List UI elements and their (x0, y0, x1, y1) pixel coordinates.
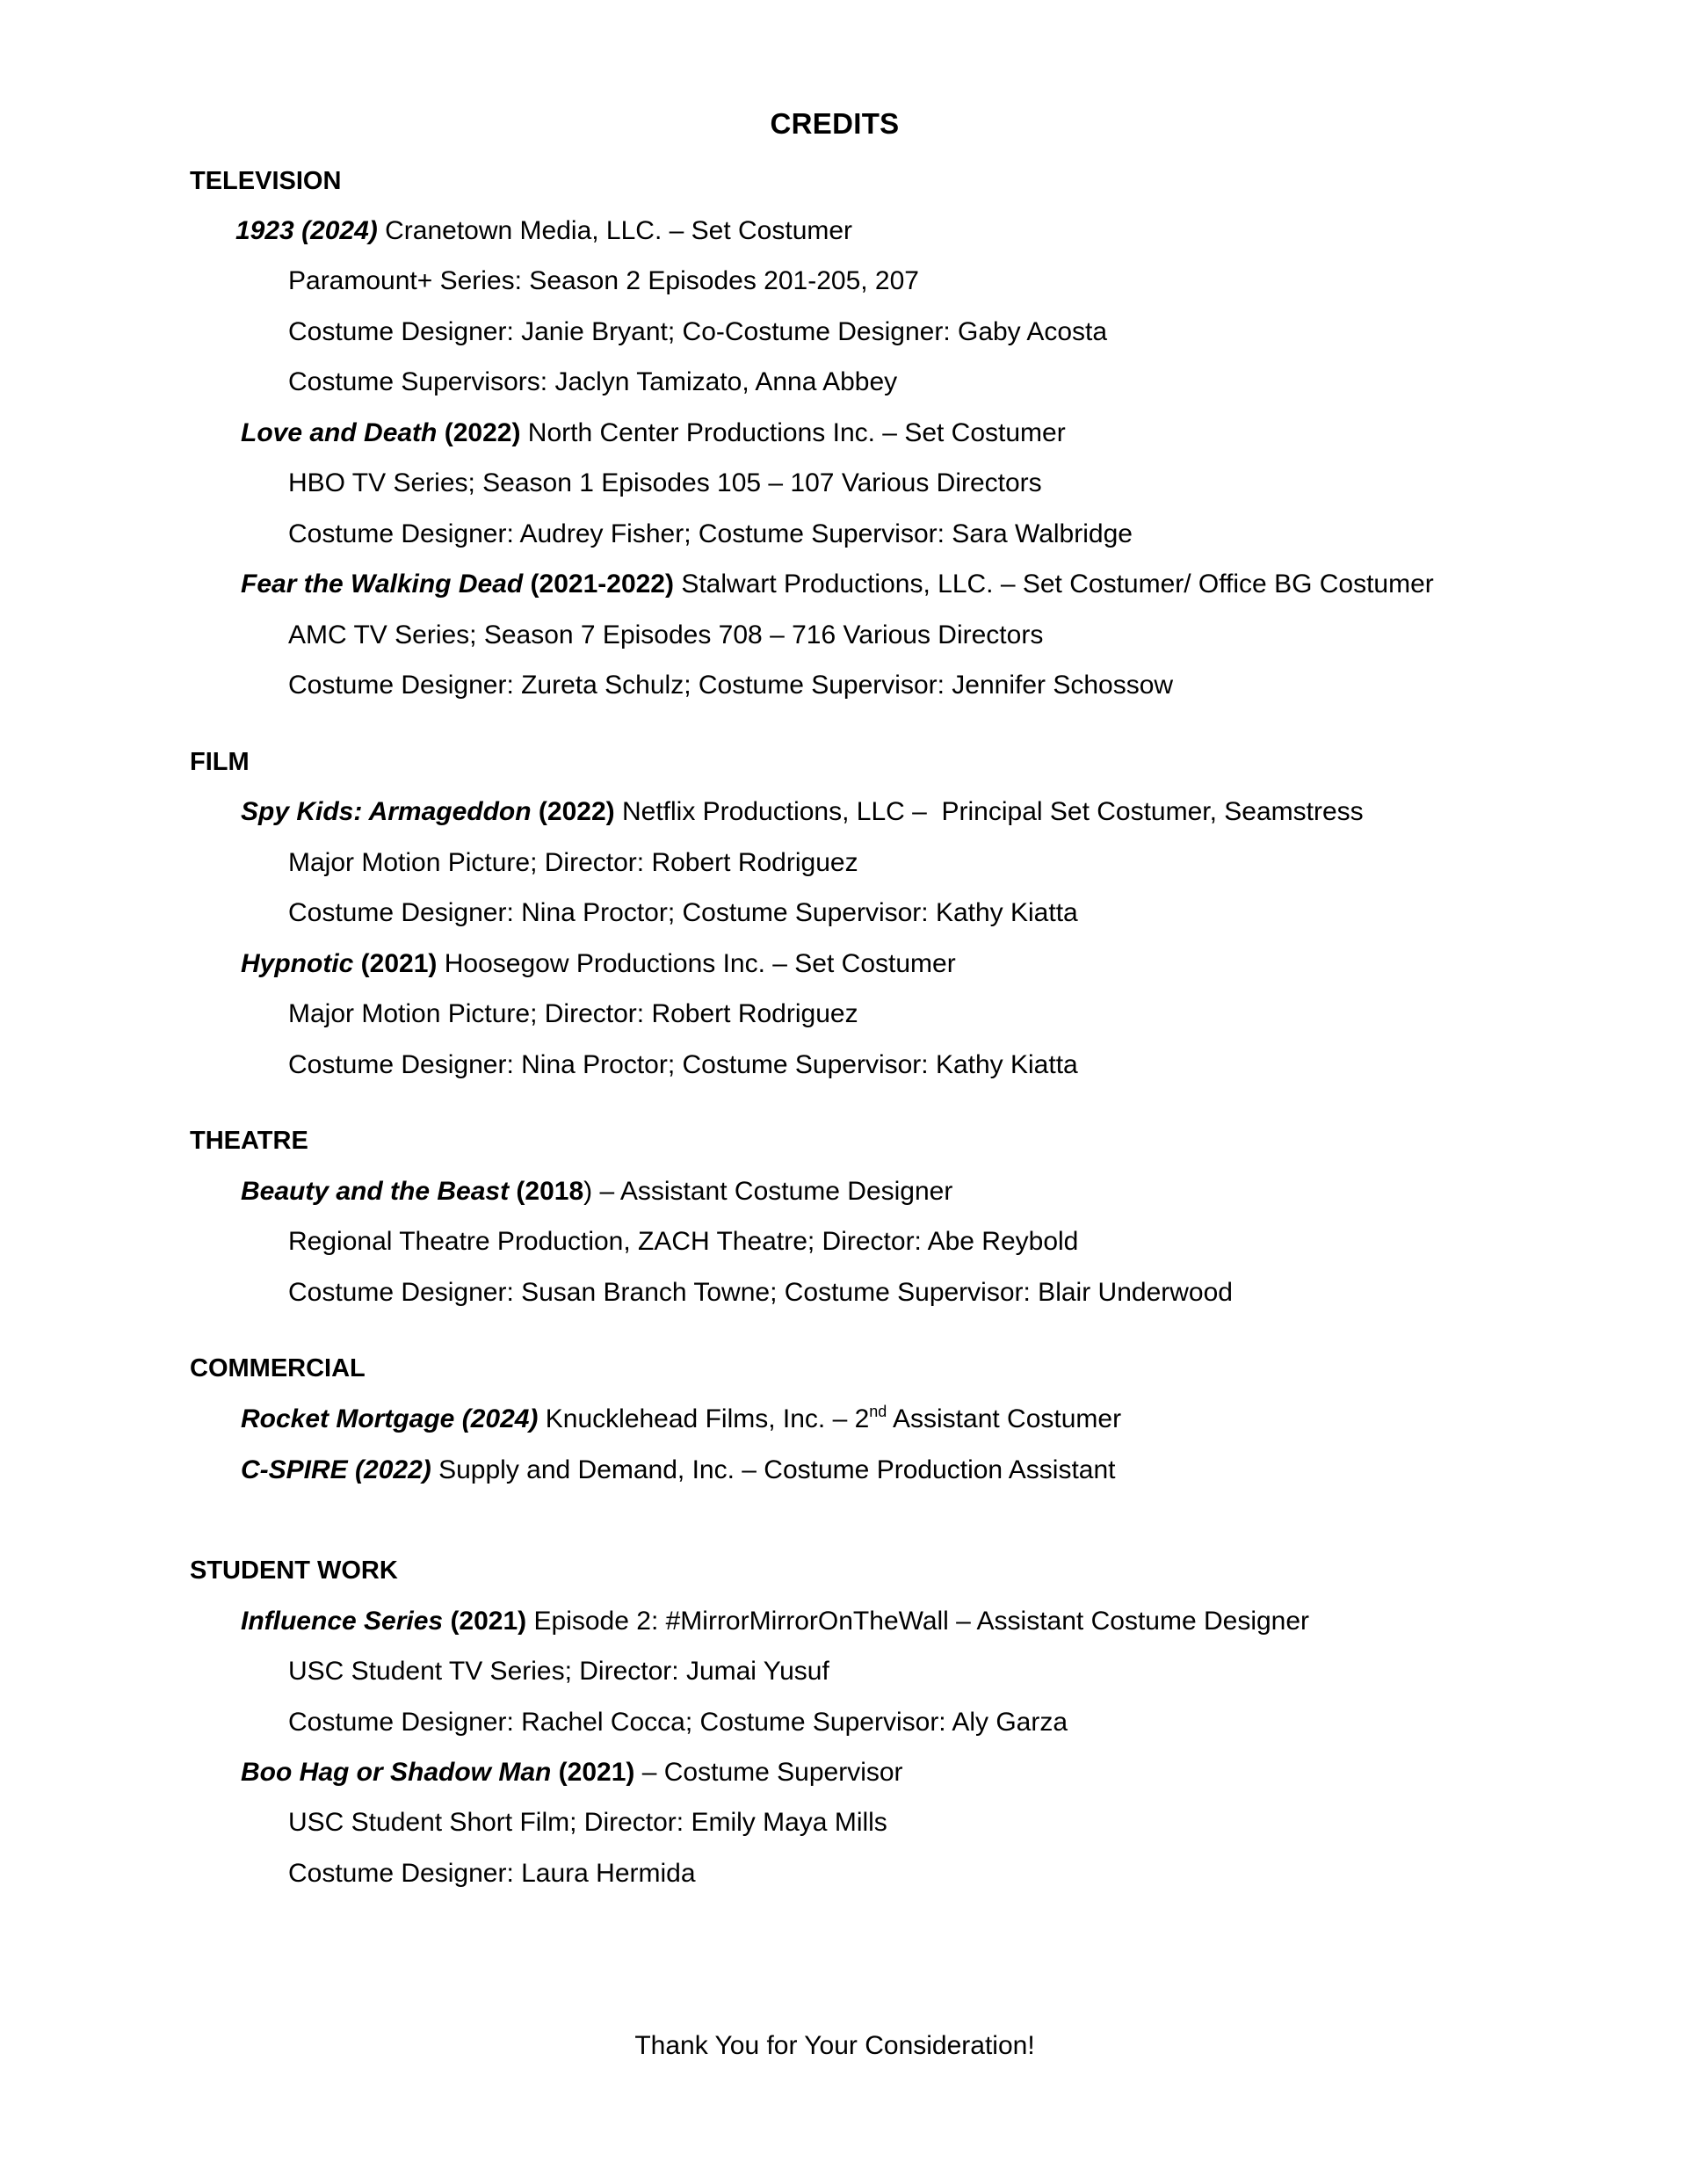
credit-rocket-mortgage (241, 1404, 1121, 1434)
credit-detail: Major Motion Picture; Director: Robert Rodriguez (288, 848, 858, 877)
credit-title: Fear the Walking Dead (241, 570, 524, 599)
credit-company-role: Stalwart Productions, LLC. – Set Costumer/ Office BG Costumer (674, 570, 1434, 599)
credit-company-role: Knucklehead Films, Inc. – 2 (538, 1404, 870, 1433)
credit-company-role: ) – Assistant Costume Designer (583, 1177, 953, 1206)
credit-detail: USC Student TV Series; Director: Jumai Yusuf (288, 1657, 829, 1686)
credit-company-role: Hoosegow Productions Inc. – Set Costumer (437, 949, 956, 978)
credit-year: (2021) (443, 1607, 527, 1636)
credit-hypnotic (241, 949, 956, 979)
credit-detail: Costume Designer: Rachel Cocca; Costume Supervisor: Aly Garza (288, 1708, 1068, 1737)
credit-company-role: – Costume Supervisor (634, 1758, 903, 1787)
credit-c-spire (241, 1455, 1116, 1485)
credit-year: (2021) (353, 949, 438, 978)
credit-detail: Paramount+ Series: Season 2 Episodes 201-205, 207 (288, 266, 919, 295)
credit-detail: Costume Supervisors: Jaclyn Tamizato, Anna Abbey (288, 367, 898, 396)
credit-detail: Costume Designer: Laura Hermida (288, 1859, 696, 1888)
credit-detail: Major Motion Picture; Director: Robert Rodriguez (288, 999, 858, 1028)
credit-title: Love and Death (241, 418, 438, 447)
credit-role: Assistant Costumer (887, 1404, 1122, 1433)
credit-1923 (235, 216, 852, 246)
credit-detail: AMC TV Series; Season 7 Episodes 708 – 716 Various Directors (288, 620, 1044, 649)
credit-title: Hypnotic (241, 949, 354, 978)
credit-detail: Costume Designer: Nina Proctor; Costume Supervisor: Kathy Kiatta (288, 898, 1078, 927)
credit-year: (2018 (509, 1177, 584, 1206)
credit-detail: Costume Designer: Janie Bryant; Co-Costume Designer: Gaby Acosta (288, 317, 1108, 346)
credit-beauty-and-the-beast (241, 1177, 952, 1207)
credit-title: Boo Hag or Shadow Man (241, 1758, 552, 1787)
credit-detail: Regional Theatre Production, ZACH Theatre; Director: Abe Reybold (288, 1227, 1079, 1256)
credit-fear-the-walking-dead (241, 570, 1434, 599)
credit-title: Rocket Mortgage (2024) (241, 1404, 539, 1433)
credit-company-role: Cranetown Media, LLC. – Set Costumer (377, 216, 853, 245)
section-heading-theatre: THEATRE (190, 1127, 308, 1155)
credit-detail: Costume Designer: Audrey Fisher; Costume Supervisor: Sara Walbridge (288, 519, 1133, 548)
credit-year: (2021-2022) (523, 570, 674, 599)
section-heading-film: FILM (190, 748, 250, 776)
section-heading-commercial: COMMERCIAL (190, 1354, 366, 1382)
credit-company-role: Supply and Demand, Inc. – Costume Production Assistant (431, 1455, 1116, 1484)
credit-company-role: Netflix Productions, LLC – Principal Set Costumer, Seamstress (614, 797, 1364, 826)
credit-year: (2021) (551, 1758, 635, 1787)
credit-title: 1923 (2024) (235, 216, 378, 245)
credit-title: Beauty and the Beast (241, 1177, 510, 1206)
credit-detail: Costume Designer: Susan Branch Towne; Costume Supervisor: Blair Underwood (288, 1278, 1233, 1307)
section-heading-television: TELEVISION (190, 167, 342, 195)
credit-detail: Costume Designer: Zureta Schulz; Costume Supervisor: Jennifer Schossow (288, 671, 1174, 700)
closing-line: Thank You for Your Consideration! (634, 2031, 1035, 2060)
credit-love-and-death (241, 418, 1066, 448)
credit-detail: Costume Designer: Nina Proctor; Costume Supervisor: Kathy Kiatta (288, 1050, 1078, 1079)
credit-influence-series (241, 1607, 1309, 1636)
credit-year: (2022) (437, 418, 521, 447)
page-title: CREDITS (770, 107, 900, 140)
credit-boo-hag (241, 1758, 903, 1788)
credit-spy-kids (241, 797, 1364, 827)
ordinal-suffix: nd (869, 1403, 887, 1420)
credit-detail: USC Student Short Film; Director: Emily Maya Mills (288, 1808, 887, 1837)
credit-company-role: North Center Productions Inc. – Set Costumer (520, 418, 1066, 447)
credit-title: C-SPIRE (2022) (241, 1455, 431, 1484)
credit-detail: HBO TV Series; Season 1 Episodes 105 – 107 Various Directors (288, 468, 1042, 497)
credit-company-role: Episode 2: #MirrorMirrorOnTheWall – Assistant Costume Designer (526, 1607, 1310, 1636)
credit-title: Spy Kids: Armageddon (241, 797, 532, 826)
section-heading-student-work: STUDENT WORK (190, 1556, 398, 1585)
credit-title: Influence Series (241, 1607, 444, 1636)
credit-year: (2022) (531, 797, 615, 826)
